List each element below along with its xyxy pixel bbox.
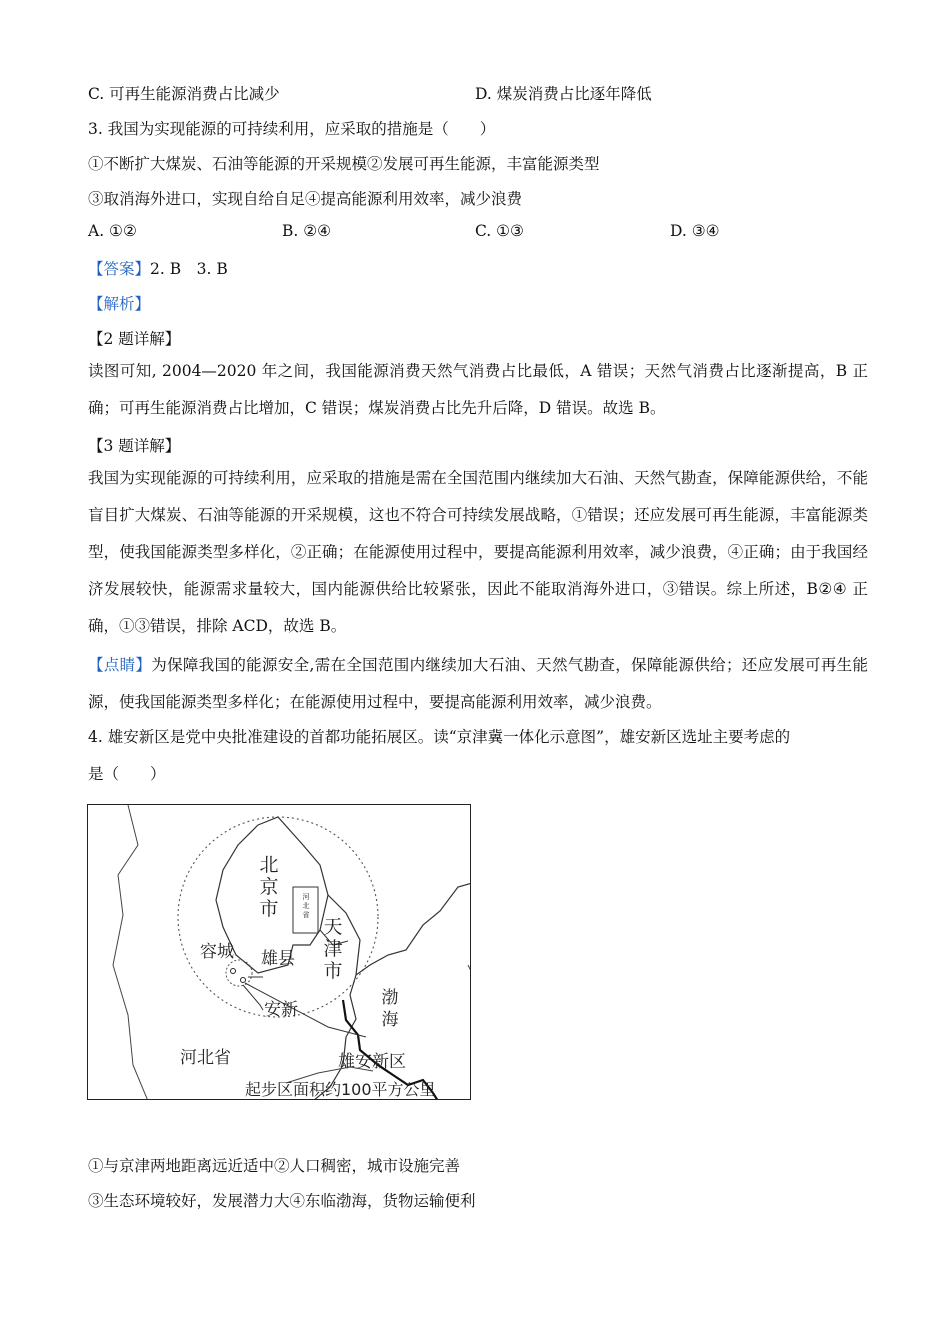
hebei-west-boundary [113,805,148,1100]
detail3-heading: 【3 题详解】 [88,437,181,455]
q3-stem: 3. 我国为实现能源的可持续利用，应采取的措施是（ ） [88,120,496,138]
q2-option-c: C. 可再生能源消费占比减少 [88,85,280,103]
map-drawing [88,805,471,1100]
hebei-enclave-label: 河北省 [302,893,310,919]
hebei-label: 河北省 [180,1048,231,1068]
q3-option-d: D. ③④ [670,222,720,240]
rongcheng-point [231,969,236,974]
area-note: 起步区面积约100平方公里 [245,1080,436,1099]
detail2-text: 读图可知, 2004—2020 年之间，我国能源消费天然气消费占比最低，A 错误；天然气消费占比逐渐提高，B 正确；可再生能源消费占比增加，C 错误；煤炭消费占比先升后降，D 错误。故选 B。 [88,362,868,417]
q4-items-line1: ①与京津两地距离远近适中②人口稠密，城市设施完善 [88,1157,461,1175]
bohai-label: 渤海 [381,988,399,1030]
analysis-label: 【解析】 [88,295,151,313]
q4-items-line2: ③生态环境较好，发展潜力大④东临渤海，货物运输便利 [88,1192,476,1210]
beijing-label: 北京市 [259,854,279,920]
q4-stem-line2: 是（ ） [88,765,166,783]
answer-value: 2. B 3. B [150,260,228,278]
coast-fragment [468,965,471,973]
detail3-text: 我国为实现能源的可持续利用，应采取的措施是需在全国范围内继续加大石油、天然气勘查，保障能源供给，不能盲目扩大煤炭、石油等能源的开采规模，这也不符合可持续发展战略，①错误；还应发展可再生能源，丰富能源类型，使我国能源类型多样化，②正确；在能源使用过程中，要提高能源利用效率，减少浪费，④正确；由于我国经济发展较快，能源需求量较大，国内能源供给比较紧张，因此不能取消海外进口，③错误。综上所述，B②④ 正确，①③错误，排除 ACD，故选 B。 [88,469,868,635]
q3-option-b: B. ②④ [282,222,332,240]
answer-label: 【答案】 [88,260,151,278]
q2-option-d: D. 煤炭消费占比逐年降低 [475,85,652,103]
rongcheng-label: 容城 [200,942,234,962]
comment-text: 为保障我国的能源安全,需在全国范围内继续加大石油、天然气勘查，保障能源供给；还应发展可再生能源，使我国能源类型多样化；在能源使用过程中，要提高能源利用效率，减少浪费。 [88,656,868,711]
q3-option-a: A. ①② [88,222,137,240]
north-coast-boundary [356,883,471,975]
xiongxian-label: 雄县 [261,949,295,969]
q4-stem-line1: 4. 雄安新区是党中央批准建设的首都功能拓展区。读“京津冀一体化示意图”，雄安新区选址主要考虑的 [88,728,791,746]
anxin-point [241,978,246,983]
anxin-leader-line [243,985,263,1010]
q3-option-c: C. ①③ [475,222,524,240]
answer-line [88,257,228,279]
comment-label: 【点睛】 [88,656,152,674]
detail2-heading: 【2 题详解】 [88,330,181,348]
q3-items-line1: ①不断扩大煤炭、石油等能源的开采规模②发展可再生能源，丰富能源类型 [88,155,600,173]
xiongan-label: 雄安新区 [338,1052,406,1072]
q3-items-line2: ③取消海外进口，实现自给自足④提高能源利用效率，减少浪费 [88,190,523,208]
jingjinji-map [87,804,471,1100]
anxin-label: 安新 [264,1000,298,1020]
tianjin-label: 天津市 [323,916,343,982]
xiongan-circle [226,960,252,986]
comment-block [88,647,868,721]
